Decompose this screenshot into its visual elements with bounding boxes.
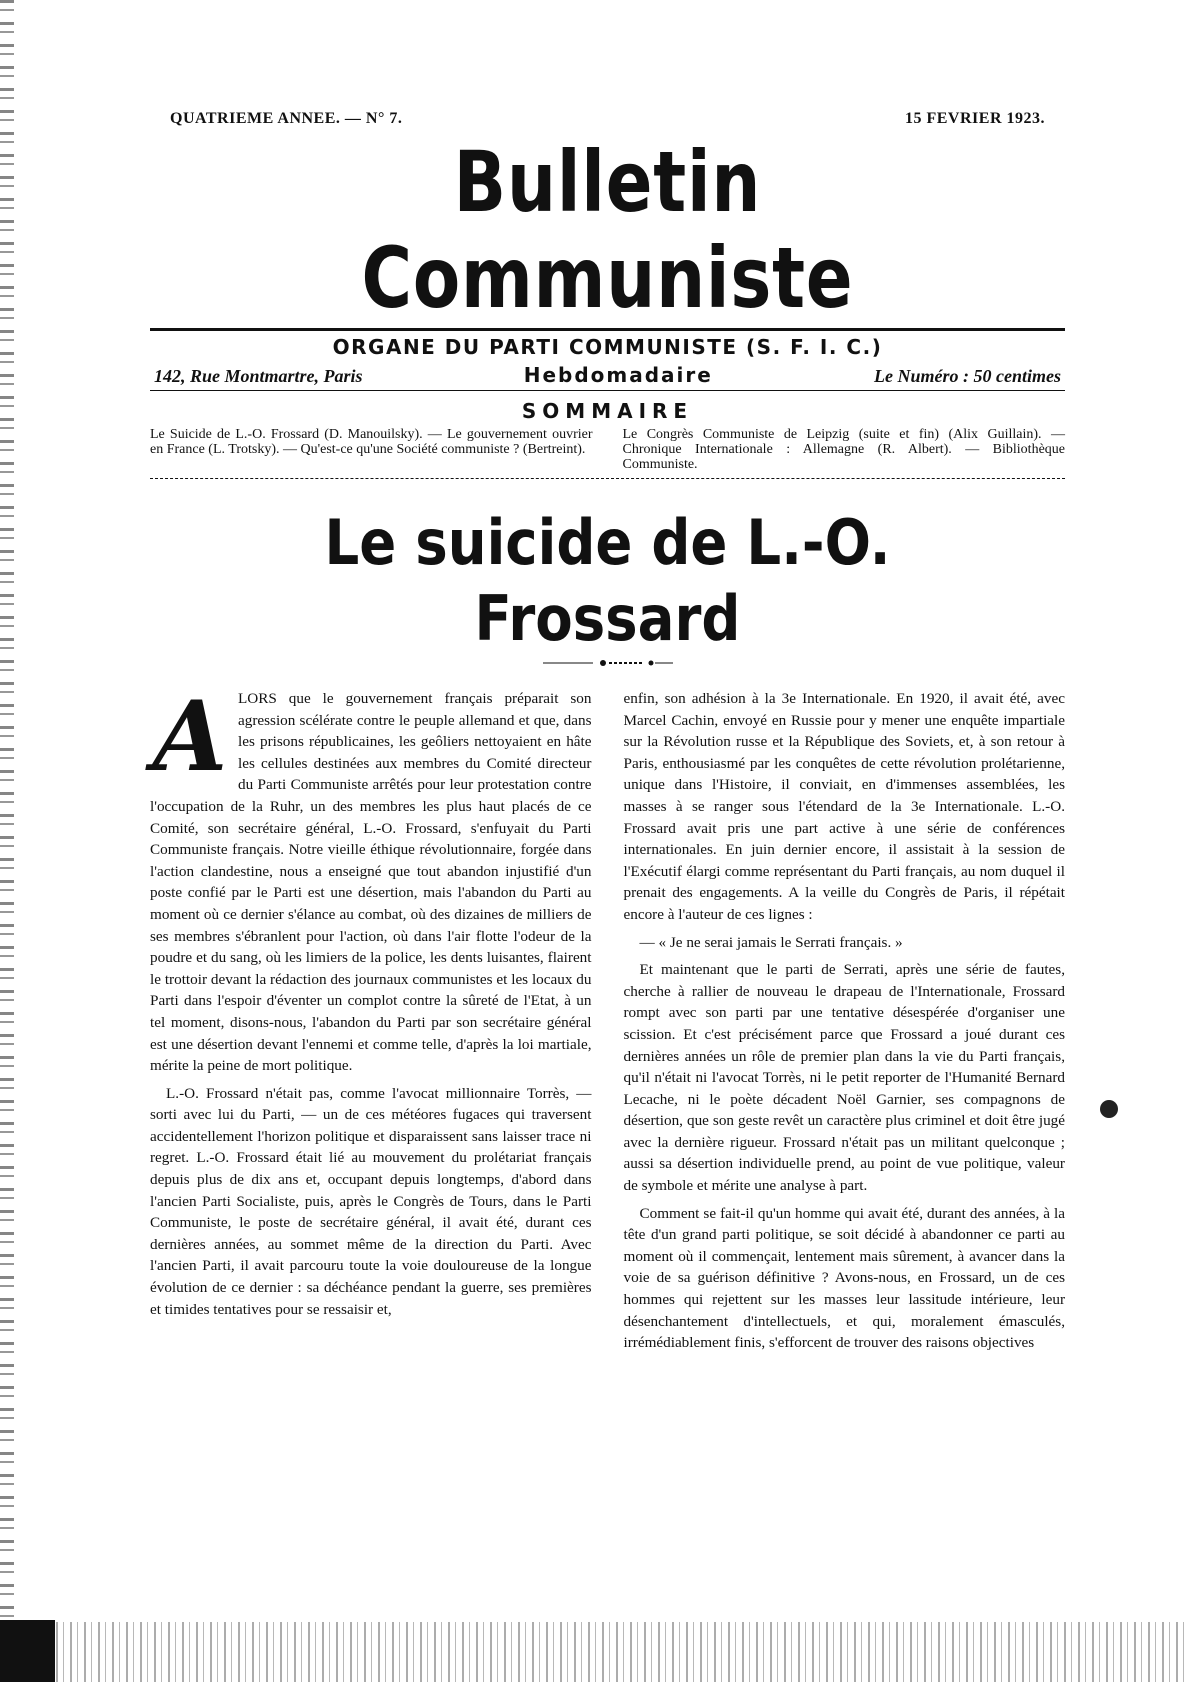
paragraph: Comment se fait-il qu'un homme qui avait été, durant des années, à la tête d'un grand parti politique, se soit décidé à abandonner ce parti au moment où il commençait, lentement mais sûrement, à avancer dans la voie de sa guérison définitive ? Avons-nous, en Frossard, un de ces hommes qui rejettent sur les masses leur lassitude intérieure, leur désenchantement d'intellectuels, et qui, moralement émasculés, irrémédiablement finis, s'efforcent de trouver des raisons objectives bbox=[623, 1204, 1065, 1352]
article-body bbox=[150, 680, 1065, 1360]
issue-line bbox=[150, 110, 1065, 128]
column-left bbox=[150, 680, 592, 1360]
paragraph: — « Je ne serai jamais le Serrati français. » bbox=[639, 933, 903, 951]
sommaire-left: Le Suicide de L.-O. Frossard (D. Manouilsky). — Le gouvernement ouvrier en France (L. Trotsky). — Qu'est-ce qu'une Société communiste ? (Bertreint). bbox=[150, 427, 593, 457]
scan-edge-left bbox=[0, 0, 14, 1682]
info-rule bbox=[150, 390, 1065, 391]
scan-corner-mark bbox=[0, 1620, 55, 1682]
paragraph: LORS que le gouvernement français préparait son agression scélérate contre le peuple allemand et que, dans les prisons républicaines, les geôliers nettoyaient en hâte les cellules destinées aux membres du Comité directeur du Parti Communiste arrêtés pour leur protestation contre l'occupation de la Ruhr, un des membres les plus haut placés de ce Comité, son secrétaire général, L.-O. Frossard, s'enfuyait du Parti Communiste français. Notre vieille éthique révolutionnaire, forgée dans l'action clandestine, nous a enseigné que tout abandon injustifié d'un poste confié par le Parti est une désertion, mais l'abandon du Parti au moment où ce dernier s'élance au combat, où des dizaines de milliers de ses membres s'ébranlent pour l'action, où dans l'air flotte l'odeur de la poudre et du sang, où les limiers de la police, les dents luisantes, flairent le trottoir devant la rédaction des journaux communistes et les locaux du Parti dans l'espoir d'éventer un complot contre la sûreté de l'Etat, à un tel moment, disons-nous, l'abandon du Parti par son secrétaire général est une désertion devant l'ennemi et comme telle, d'après la loi martiale, mérite la peine de mort politique. bbox=[150, 690, 592, 1075]
paragraph: L.-O. Frossard n'était pas, comme l'avocat millionnaire Torrès, — sorti avec lui du Parti, — un de ces météores fugaces qui traversent accidentellement l'horizon politique et disparaissent sans laisser trace ni regret. L.-O. Frossard était lié au mouvement du prolétariat français depuis plus de dix ans et, occupant depuis longtemps, d'abord dans l'ancien Parti Socialiste, puis, après le Congrès de Tours, dans le Parti Communiste, le poste de secrétaire général, il avait été, durant ces dernières années, au sommet même de la direction du Parti. Avec l'ancien Parti, il avait parcouru toute la voie douloureuse de la longue évolution de ce dernier : sa déchéance pendant la guerre, ses premières et timides tentatives pour se ressaisir et, bbox=[150, 1084, 592, 1318]
ink-blot bbox=[1100, 1100, 1118, 1118]
issue-date: 15 FEVRIER 1923. bbox=[904, 110, 1045, 127]
sommaire-title: SOMMAIRE bbox=[521, 399, 694, 423]
paragraph: Et maintenant que le parti de Serrati, après une série de fautes, cherche à rallier de nouveau le drapeau de l'Internationale, Frossard rompt avec son parti par une tentative désespérée d'organiser une scission. Et c'est précisément parce que Frossard a joué durant ces dernières années un rôle de premier plan dans la vie du Parti français, qu'il n'était ni l'avocat Torrès, ni le petit reporter de l'Humanité Bernard Lecache, ni le poète décadent Noël Garnier, ses compagnons de désertion, que son geste revêt un caractère plus criminel et doit être jugé avec la dernière rigueur. Frossard n'était pas un militant quelconque ; aussi sa désertion individuelle prend, au point de vue politique, valeur de symbole et mérite une analyse à part. bbox=[623, 961, 1065, 1195]
issue-number: QUATRIEME ANNEE. — N° 7. bbox=[170, 110, 403, 127]
masthead-title: Bulletin Communiste bbox=[361, 133, 854, 327]
article-headline: Le suicide de L.-O. Frossard bbox=[324, 506, 891, 655]
column-right bbox=[624, 688, 1066, 1360]
info-line bbox=[150, 363, 1065, 387]
price: Le Numéro : 50 centimes bbox=[874, 366, 1061, 386]
sommaire-box bbox=[150, 427, 1065, 472]
ornament-divider bbox=[150, 657, 1065, 674]
ornament-icon bbox=[543, 657, 673, 669]
masthead-rule bbox=[150, 328, 1065, 331]
frequency: Hebdomadaire bbox=[523, 363, 713, 387]
sommaire-right: Le Congrès Communiste de Leipzig (suite et fin) (Alix Guillain). — Chronique Internationale : Allemagne (R. Albert). — Bibliothèque Communiste. bbox=[622, 427, 1065, 472]
scan-edge-bottom bbox=[0, 1622, 1190, 1682]
address: 142, Rue Montmartre, Paris bbox=[154, 366, 363, 386]
sommaire-rule bbox=[150, 478, 1065, 479]
paragraph: enfin, son adhésion à la 3e Internationale. En 1920, il avait été, avec Marcel Cachin, envoyé en Russie pour y mener une enquête impartiale sur la Révolution russe et la République des Soviets, et, à son retour à Paris, enthousiasmé par les conquêtes de cette révolution prolétarienne, unique dans l'Histoire, il conviait, en d'immenses assemblées, les masses à se ranger sous l'étendard de la 3e Internationale. L.-O. Frossard avait pris une part active à une série de conférences internationales. En juin dernier encore, il assistait à la session de l'Exécutif élargi comme représentant du Parti français, au nom duquel il prenait des engagements. A la veille du Congrès de Paris, il répétait encore à l'auteur de ces lignes : bbox=[623, 690, 1065, 923]
dropcap-letter: A bbox=[152, 680, 228, 793]
organe-line: ORGANE DU PARTI COMMUNISTE (S. F. I. C.) bbox=[332, 335, 883, 359]
newspaper-page bbox=[150, 110, 1065, 1360]
